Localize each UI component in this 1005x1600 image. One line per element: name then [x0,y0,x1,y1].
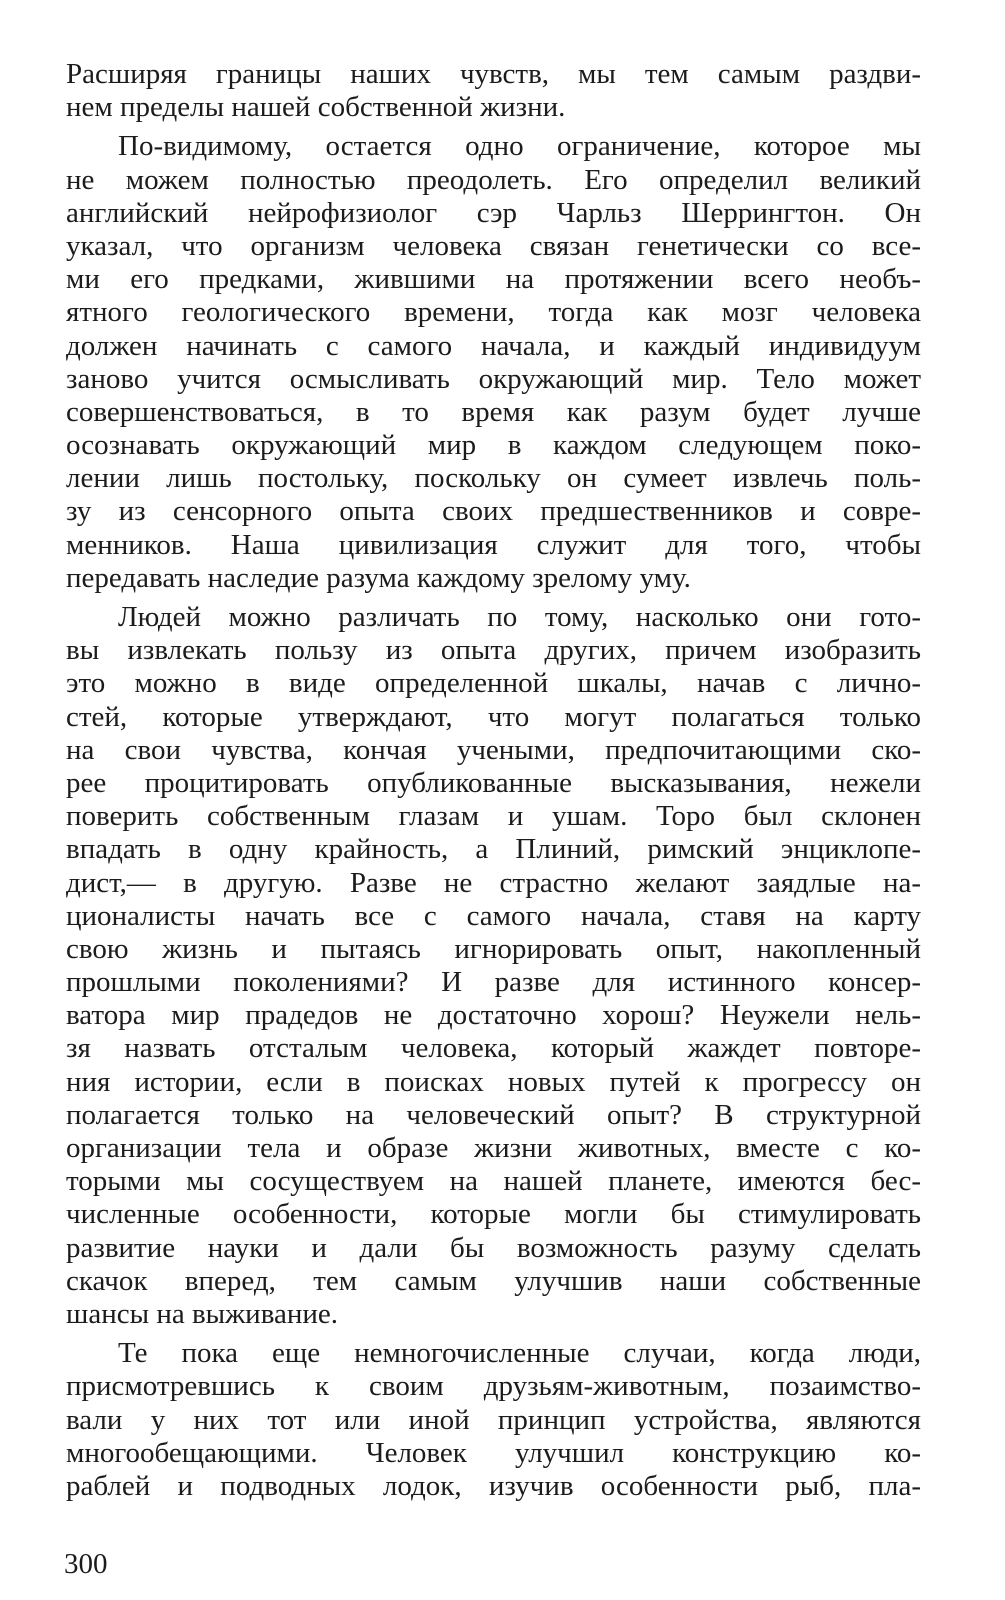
text-line: свою жизнь и пытаясь игнорировать опыт, накопленный [66,932,921,965]
text-line: совершенствоваться, в то время как разум будет лучше [66,395,921,428]
text-line: впадать в одну крайность, а Плиний, римский энциклопе- [66,833,921,866]
text-line: Расширяя границы наших чувств, мы тем самым раздви- [66,58,921,90]
text-line: не можем полностью преодолеть. Его определил великий [66,163,921,196]
text-line: заново учится осмысливать окружающий мир. Тело может [66,362,921,395]
text-line: многообещающими. Человек улучшил конструкцию ко- [66,1436,921,1469]
page-number: 300 [64,1548,108,1580]
text-line: рее процитировать опубликованные высказывания, нежели [66,766,921,799]
page-body [66,58,921,1503]
text-line: торыми мы сосуществуем на нашей планете, имеются бес- [66,1165,921,1198]
paragraph-4 [66,1337,921,1503]
text-line: дист,— в другую. Разве не страстно желают заядлые на- [66,866,921,899]
text-line: ми его предками, жившими на протяжении всего необъ- [66,263,921,296]
text-line: вы извлекать пользу из опыта других, причем изобразить [66,634,921,667]
text-line: зу из сенсорного опыта своих предшественников и совре- [66,495,921,528]
paragraph-2 [66,130,921,595]
paragraph-1 [66,58,921,124]
text-line: менников. Наша цивилизация служит для того, чтобы [66,528,921,561]
text-line: полагается только на человеческий опыт? В структурной [66,1098,921,1131]
text-line: стей, которые утверждают, что могут полагаться только [66,700,921,733]
text-line: прошлыми поколениями? И разве для истинного консер- [66,966,921,999]
text-line: должен начинать с самого начала, и каждый индивидуум [66,329,921,362]
text-line: ятного геологического времени, тогда как мозг человека [66,296,921,329]
text-line: лении лишь постольку, поскольку он сумеет извлечь поль- [66,462,921,495]
text-line: численные особенности, которые могли бы стимулировать [66,1198,921,1231]
text-line: это можно в виде определенной шкалы, начав с лично- [66,667,921,700]
text-line: английский нейрофизиолог сэр Чарльз Шеррингтон. Он [66,196,921,229]
text-line: зя назвать отсталым человека, который жаждет повторе- [66,1032,921,1065]
text-line: раблей и подводных лодок, изучив особенности рыб, пла- [66,1469,921,1502]
paragraph-3 [66,601,921,1331]
text-line: ционалисты начать все с самого начала, ставя на карту [66,899,921,932]
text-line: Те пока еще немногочисленные случаи, когда люди, [118,1337,921,1370]
text-line: на свои чувства, кончая учеными, предпочитающими ско- [66,733,921,766]
text-line: Людей можно различать по тому, насколько они гото- [118,601,921,633]
text-line: шансы на выживание. [66,1297,339,1330]
text-line: присмотревшись к своим друзьям-животным, позаимство- [66,1370,921,1403]
text-line: вали у них тот или иной принцип устройства, являются [66,1403,921,1436]
text-line: ватора мир прадедов не достаточно хорош? Неужели нель- [66,999,921,1032]
text-line: ния истории, если в поисках новых путей к прогрессу он [66,1065,921,1098]
text-line: развитие науки и дали бы возможность разуму сделать [66,1231,921,1264]
text-line: указал, что организм человека связан генетически со все- [66,229,921,262]
text-line: осознавать окружающий мир в каждом следующем поко- [66,429,921,462]
text-line: передавать наследие разума каждому зрелому уму. [66,561,691,594]
text-line: поверить собственным глазам и ушам. Торо был склонен [66,800,921,833]
text-line: По-видимому, остается одно ограничение, которое мы [118,130,921,163]
text-line: организации тела и образе жизни животных, вместе с ко- [66,1132,921,1164]
text-line: нем пределы нашей собственной жизни. [66,91,566,124]
text-line: скачок вперед, тем самым улучшив наши собственные [66,1264,921,1297]
